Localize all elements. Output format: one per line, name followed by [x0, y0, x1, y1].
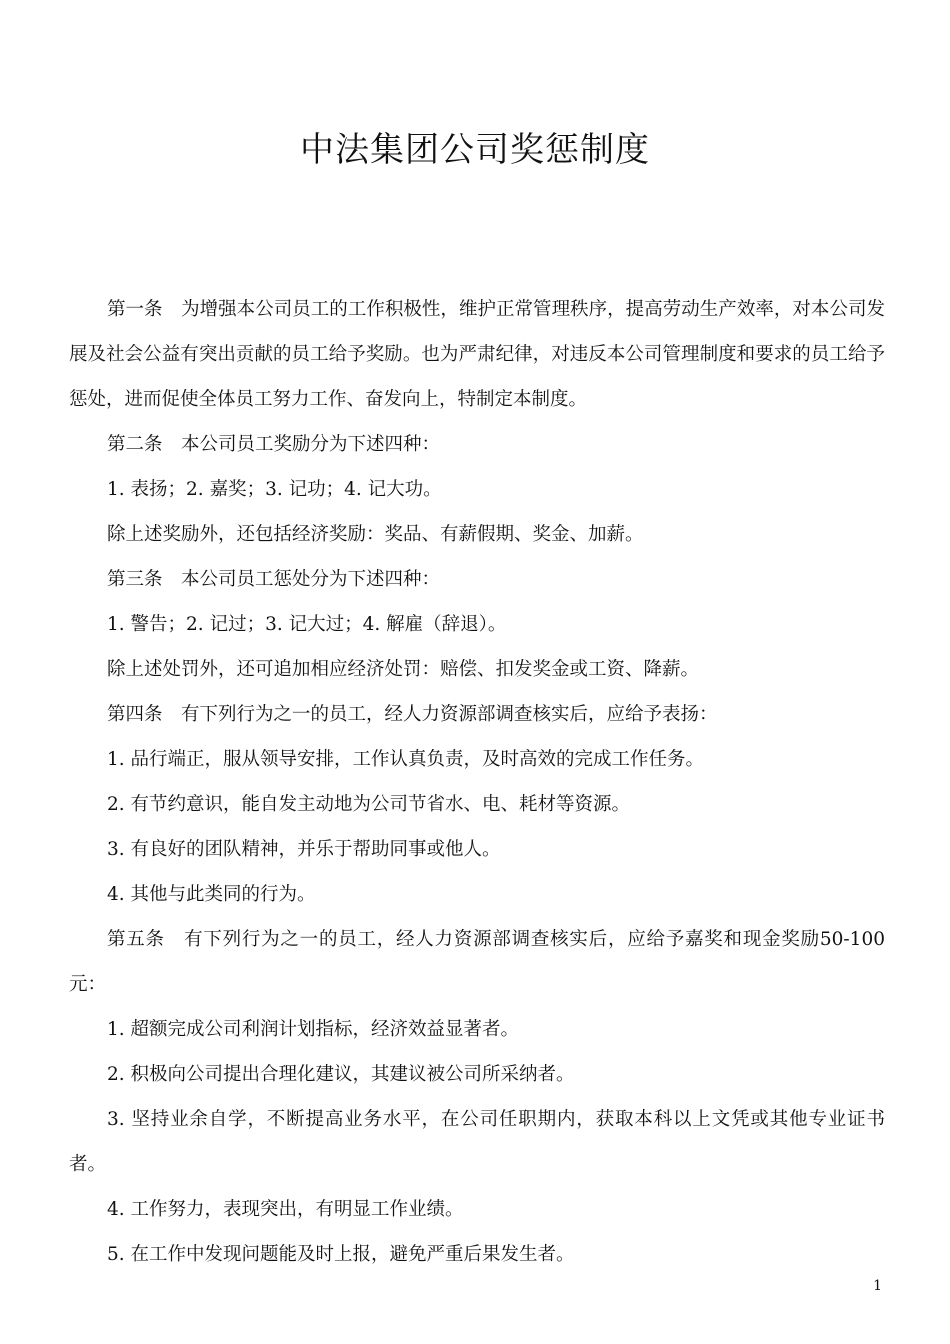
article-4-heading: 第四条 有下列行为之一的员工，经人力资源部调查核实后，应给予表扬：: [107, 704, 718, 725]
list-item: 4. 其他与此类同的行为。: [107, 884, 316, 905]
list-item: 1. 品行端正，服从领导安排，工作认真负责，及时高效的完成工作任务。: [107, 749, 705, 770]
article-5-heading: 第五条 有下列行为之一的员工，经人力资源部调查核实后，应给予嘉奖和现金奖励50-100元：: [69, 929, 885, 995]
article-2-heading: 第二条 本公司员工奖励分为下述四种：: [107, 434, 441, 455]
list-item: 2. 有节约意识，能自发主动地为公司节省水、电、耗材等资源。: [107, 794, 631, 815]
economic-penalties-note: 除上述处罚外，还可追加相应经济处罚：赔偿、扣发奖金或工资、降薪。: [107, 659, 700, 680]
page-number: 1: [873, 1278, 882, 1294]
list-item: 4. 工作努力，表现突出，有明显工作业绩。: [107, 1199, 464, 1220]
list-item: 2. 积极向公司提出合理化建议，其建议被公司所采纳者。: [107, 1064, 575, 1085]
list-item: 5. 在工作中发现问题能及时上报，避免严重后果发生者。: [107, 1244, 575, 1265]
reward-types-list: 1. 表扬；2. 嘉奖；3. 记功；4. 记大功。: [107, 479, 442, 500]
document-title: 中法集团公司奖惩制度: [300, 130, 650, 170]
punishment-types-list: 1. 警告；2. 记过；3. 记大过；4. 解雇（辞退）。: [107, 614, 507, 635]
list-item: 3. 有良好的团队精神，并乐于帮助同事或他人。: [107, 839, 501, 860]
list-item: 3. 坚持业余自学，不断提高业务水平，在公司任职期内，获取本科以上文凭或其他专业证书者。: [69, 1109, 885, 1175]
document-body: [69, 287, 885, 1277]
article-1-paragraph: 第一条 为增强本公司员工的工作积极性，维护正常管理秩序，提高劳动生产效率，对本公司发展及社会公益有突出贡献的员工给予奖励。也为严肃纪律，对违反本公司管理制度和要求的员工给予惩处，进而促使全体员工努力工作、奋发向上，特制定本制度。: [69, 299, 885, 410]
article-3-heading: 第三条 本公司员工惩处分为下述四种：: [107, 569, 441, 590]
list-item: 1. 超额完成公司利润计划指标，经济效益显著者。: [107, 1019, 520, 1040]
economic-rewards-note: 除上述奖励外，还包括经济奖励：奖品、有薪假期、奖金、加薪。: [107, 524, 644, 545]
